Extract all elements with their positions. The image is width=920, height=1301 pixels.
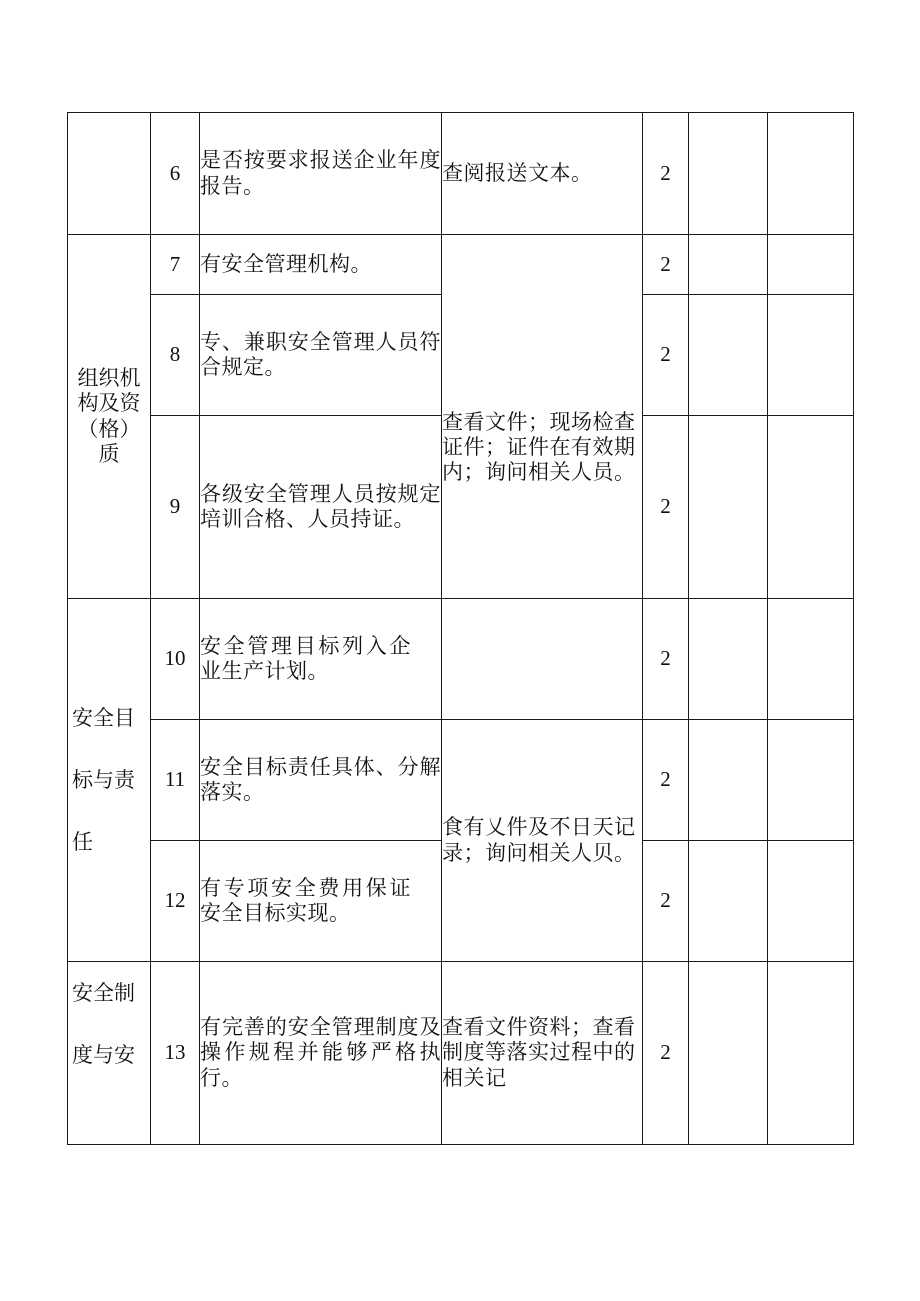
item-score: 2 xyxy=(643,599,689,720)
category-target: 安全目标与责任 xyxy=(68,599,151,962)
category-system: 安全制度与安 xyxy=(68,962,151,1145)
item-score: 2 xyxy=(643,235,689,295)
table-row xyxy=(68,599,854,720)
table-row xyxy=(68,962,854,1145)
item-score: 2 xyxy=(643,113,689,235)
item-number: 7 xyxy=(151,235,200,295)
item-score: 2 xyxy=(643,720,689,841)
blank-cell xyxy=(768,416,854,599)
check-method: 查看文件；现场检查证件；证件在有效期内；询问相关人员。 xyxy=(442,235,643,599)
item-number: 6 xyxy=(151,113,200,235)
table-row xyxy=(68,720,854,841)
item-content: 专、兼职安全管理人员符合规定。 xyxy=(200,295,442,416)
check-method: 食有乂件及不日天记录；询问相关人贝。 xyxy=(442,720,643,962)
blank-cell xyxy=(689,295,768,416)
blank-cell xyxy=(689,235,768,295)
check-method: 查阅报送文本。 xyxy=(442,113,643,235)
item-number: 10 xyxy=(151,599,200,720)
item-score: 2 xyxy=(643,962,689,1145)
blank-cell xyxy=(689,720,768,841)
item-number: 11 xyxy=(151,720,200,841)
check-method: 查看文件资料；查看制度等落实过程中的相关记 xyxy=(442,962,643,1145)
item-number: 9 xyxy=(151,416,200,599)
item-score: 2 xyxy=(643,295,689,416)
table-row xyxy=(68,113,854,235)
blank-cell xyxy=(768,295,854,416)
item-score: 2 xyxy=(643,416,689,599)
item-content: 有完善的安全管理制度及操作规程并能够严格执行。 xyxy=(200,962,442,1145)
item-score: 2 xyxy=(643,841,689,962)
blank-cell xyxy=(768,113,854,235)
item-number: 13 xyxy=(151,962,200,1145)
blank-cell xyxy=(689,113,768,235)
category-org: 组织机构及资（格）质 xyxy=(68,235,151,599)
item-number: 8 xyxy=(151,295,200,416)
blank-cell xyxy=(768,599,854,720)
category-cell-empty xyxy=(68,113,151,235)
item-content: 是否按要求报送企业年度报告。 xyxy=(200,113,442,235)
blank-cell xyxy=(768,720,854,841)
blank-cell xyxy=(689,416,768,599)
table-row xyxy=(68,235,854,295)
item-content: 有专项安全费用保证安全目标实现。 xyxy=(200,841,442,962)
item-content: 有安全管理机构。 xyxy=(200,235,442,295)
item-content: 各级安全管理人员按规定培训合格、人员持证。 xyxy=(200,416,442,599)
item-content: 安全管理目标列入企业生产计划。 xyxy=(200,599,442,720)
blank-cell xyxy=(768,841,854,962)
blank-cell xyxy=(768,962,854,1145)
blank-cell xyxy=(689,599,768,720)
inspection-checklist-table xyxy=(67,112,854,1145)
blank-cell xyxy=(768,235,854,295)
check-method-empty xyxy=(442,599,643,720)
item-number: 12 xyxy=(151,841,200,962)
blank-cell xyxy=(689,962,768,1145)
item-content: 安全目标责任具体、分解落实。 xyxy=(200,720,442,841)
blank-cell xyxy=(689,841,768,962)
